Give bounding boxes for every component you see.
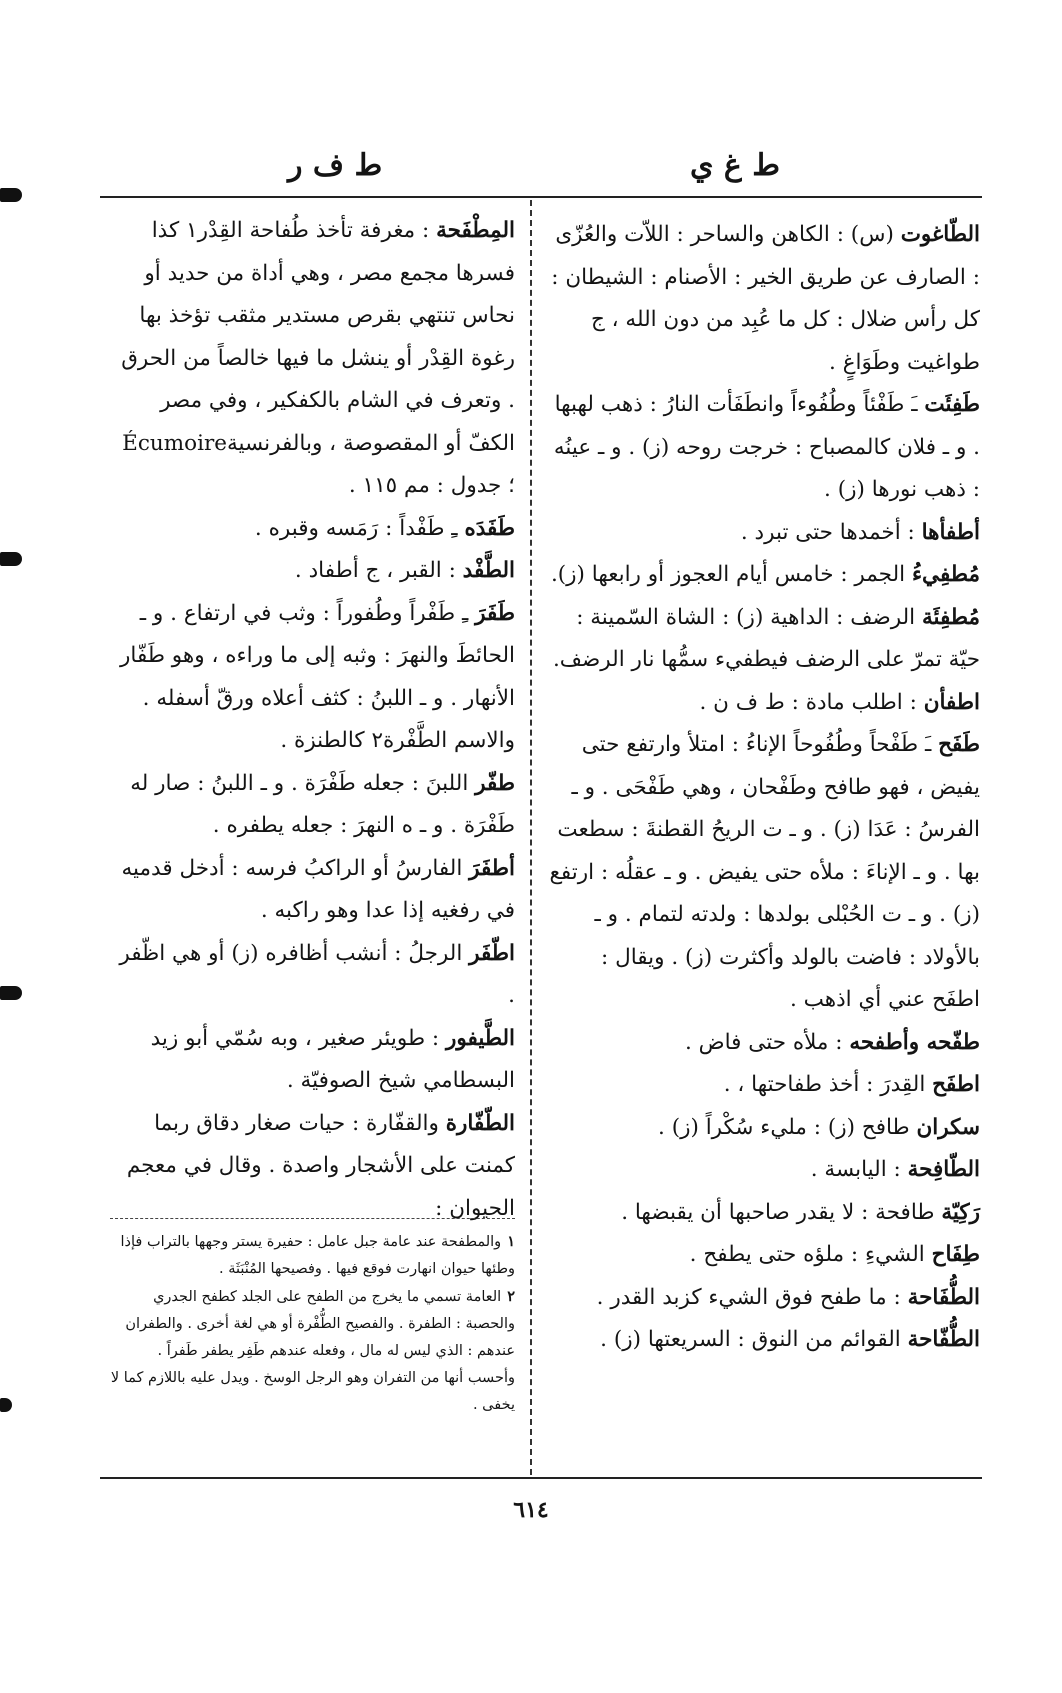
headword: طَفَدَه — [464, 515, 515, 541]
definition: ـِ طَفْداً : رَمَسه وقبره . — [254, 515, 458, 541]
headword: الطُّفّاحة — [907, 1327, 980, 1352]
headword: أطفأها — [921, 519, 980, 545]
definition: : مغرفة تأخذ طُفاحة القِدْر١ كذا فسرها مجمع مصر ، وهي أداة من حديد أو نحاس تنتهي بقرص مستدير مثقب تؤخذ بها رغوة القِدْر أو ينشل ما فيها خالصاً من الحرق . وتعرف في الشام بالكفكير ، وفي مصر الكفّ أو المقصوصة ، وبالفرنسيةÉcumoire ؛ جدول : مم ١١٥ . — [121, 218, 515, 498]
dictionary-entry — [548, 1192, 980, 1235]
headword: طَفَح — [938, 732, 980, 757]
headword: أطفَرَ — [469, 855, 515, 881]
footnote-number: ٢ — [507, 1288, 515, 1305]
footnote-text: والمطفحة عند عامة جبل عامل : حفيرة يستر وجهها بالتراب فإذا وطئها حيوان انهارت فوقع فيها . وفصيحها المُنْبَثَة . — [120, 1234, 515, 1277]
definition: والقفّارة : حيات صغار دقاق ربما كمنت على الأشجار واصدة . وقال في معجم الحيوان : — [126, 1110, 515, 1221]
headword: الطَّفْد — [462, 558, 515, 583]
definition: الفارسُ أو الراكبُ فرسه : أدخل قدميه في رفغيه إذا عدا وهو راكبه . — [121, 855, 515, 923]
headword: طفّر — [475, 770, 515, 796]
dictionary-entry — [548, 512, 980, 555]
headword: الطّفّارة — [445, 1110, 515, 1136]
definition: : اليابسة . — [810, 1157, 901, 1182]
definition: ـَ طَفْحاً وطُفُوحاً الإناءُ : امتلأ وارتفع حتى يفيض ، فهو طافح وطَفْحان ، وهي طَفْحَى . و ـ الفرسُ : عَدَا (ز) . و ـ ت الريحُ القطنةَ : سطعت بها . و ـ الإناءَ : ملأه حتى يفيض . و ـ عقلُه : ارتفع (ز) . و ـ ت الحُبْلى بولدها : ولدته لتمام . و ـ بالأولاد : فاضت بالولد وأكثرت (ز) . ويقال : اطفَح عني أي اذهب . — [549, 732, 980, 1012]
definition: : اطلب مادة : ط ف ن . — [699, 689, 917, 715]
dictionary-entry — [548, 1319, 980, 1362]
dictionary-entry — [110, 1103, 515, 1231]
page-number: ٦١٤ — [513, 1497, 549, 1523]
dictionary-entry — [548, 1064, 980, 1107]
headword: اطّفَر — [469, 940, 515, 966]
definition: : أخمدها حتى تبرد . — [740, 519, 915, 545]
scan-edge-mark — [0, 552, 22, 566]
definition: (س) : الكاهن والساحر : اللاّت والعُزّى : الصارف عن طريق الخير : الأصنام : الشيطان : كل رأس ضلال : كل ما عُبِد من دون الله ، ج طواغيت وطَوَاغٍ . — [551, 222, 980, 375]
headword: سكران — [916, 1114, 980, 1140]
top-rule — [100, 196, 982, 198]
dictionary-entry — [548, 1277, 980, 1320]
definition: : طويئر صغير ، وبه سُمّي أبو زيد البسطامي شيخ الصوفيّة . — [150, 1025, 515, 1093]
headword: طِفَاح — [931, 1242, 980, 1267]
footnote — [110, 1228, 515, 1283]
dictionary-entry — [110, 933, 515, 1018]
definition: اللبنَ : جعله طَفْرَة . و ـ اللبنُ : صار له طَفْرَة . و ـ ه النهرَ : جعله يطفره . — [130, 770, 515, 838]
headword: اطفأن — [923, 689, 980, 715]
definition: القوائم من النوق : السريعتها (ز) . — [600, 1327, 901, 1352]
definition: طافحة : لا يقدر صاحبها أن يقبضها . — [621, 1199, 935, 1225]
dictionary-entry — [548, 1107, 980, 1150]
dictionary-entry — [110, 763, 515, 848]
left-column — [110, 210, 515, 1230]
definition: : ما طفح فوق الشيء كزبد القدر . — [596, 1284, 901, 1310]
footnote — [110, 1283, 515, 1419]
bottom-rule — [100, 1477, 982, 1479]
dictionary-entry — [110, 848, 515, 933]
dictionary-entry — [548, 724, 980, 1022]
definition: الرجلُ : أنشب أظافره (ز) أو هي اظّفر . — [119, 940, 515, 1008]
headword: المِطْفَحة — [436, 218, 515, 243]
headword: مُطفِيءُ — [911, 562, 980, 587]
footnote-number: ١ — [507, 1233, 515, 1250]
headword: اطفَح — [932, 1072, 980, 1097]
dictionary-entry — [110, 210, 515, 508]
running-head-right: ط غ ي — [690, 148, 781, 183]
dictionary-entry — [548, 682, 980, 725]
headword: الطّاغوت — [900, 222, 980, 247]
definition: طافح (ز) : مليء سُكْراً (ز) . — [658, 1114, 910, 1140]
definition: الرضف : الداهية (ز) : الشاة السّمينة : حيّة تمرّ على الرضف فيطفيء سمُّها نار الرضف. — [552, 604, 980, 672]
dictionary-entry — [548, 384, 980, 512]
dictionary-entry — [110, 593, 515, 763]
dictionary-entry — [548, 214, 980, 384]
definition: الجمر : خامس أيام العجوز أو رابعها (ز). — [550, 562, 906, 587]
dictionary-entry — [548, 1234, 980, 1277]
headword: طَفَرَ — [475, 600, 515, 626]
definition: : القبر ، ج أطفاد . — [294, 558, 456, 583]
dictionary-entry — [548, 1022, 980, 1065]
footnote-rule — [110, 1218, 515, 1219]
scan-edge-mark — [0, 188, 22, 202]
definition: الشيءِ : ملؤه حتى يطفح . — [689, 1242, 925, 1267]
definition: ـَ طَفْئاً وطُفُوءاً وانطَفَأت النارُ : ذهب لهبها . و ـ فلان كالمصباح : خرجت روحه (ز) . و ـ عينُه : ذهب نورها (ز) . — [553, 392, 980, 502]
scan-edge-mark — [0, 1398, 12, 1412]
column-divider — [530, 200, 532, 1475]
dictionary-entry — [548, 1149, 980, 1192]
headword: طفّحه وأطفحه — [849, 1029, 980, 1055]
headword: مُطفِئَة — [921, 604, 980, 630]
dictionary-entry — [110, 550, 515, 593]
definition: : ملأه حتى فاض . — [684, 1029, 843, 1055]
footnote-text: العامة تسمي ما يخرج من الطفح على الجلد كطفح الجدري والحصبة : الطفرة . والفصيح الطُّفْرة أو هي لغة أخرى . والطفران عندهم : الذي ليس له مال ، وفعله عندهم طَفِر يطفر طَفراً . وأحسب أنها من التفران وهو الرجل الوسخ . ويدل عليه باللازم كما لا يخفى . — [110, 1289, 515, 1413]
dictionary-entry — [110, 508, 515, 551]
headword: الطُّفَاحة — [907, 1284, 980, 1310]
headword: الطّافِحة — [907, 1157, 980, 1182]
right-column — [548, 214, 980, 1362]
definition: ـِ طَفْراً وطُفوراً : وثب في ارتفاع . و ـ الحائطَ والنهرَ : وثبه إلى ما وراءه ، وهو طَفّار الأنهار . و ـ اللبنُ : كثف أعلاه ورقّ أسفله . والاسم الطَّفْرة٢ كالطنزة . — [120, 600, 515, 753]
dictionary-entry — [548, 554, 980, 597]
headword: طَفِئَت — [924, 392, 980, 417]
dictionary-entry — [110, 1018, 515, 1103]
footnotes — [110, 1228, 515, 1419]
headword: الطَّيفور — [445, 1025, 515, 1051]
headword: رَكِيّة — [941, 1199, 980, 1225]
definition: القِدرَ : أخذ طفاحتها ، . — [723, 1072, 926, 1097]
dictionary-entry — [548, 597, 980, 682]
scan-edge-mark — [0, 986, 22, 1000]
running-head-left: ط ف ر — [288, 148, 383, 183]
